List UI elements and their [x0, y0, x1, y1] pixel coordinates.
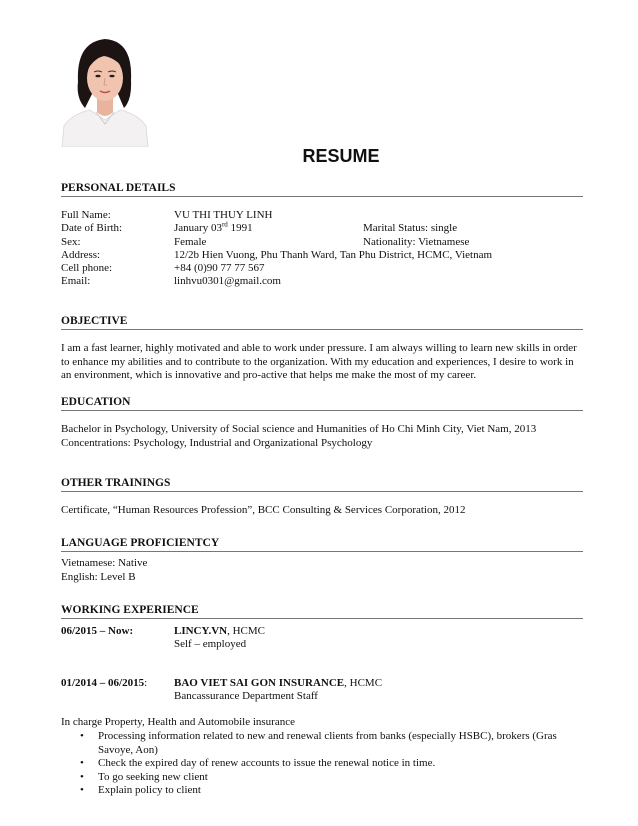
- job1-company: LINCY.VN, HCMC: [174, 625, 265, 637]
- email-value: linhvu0301@gmail.com: [174, 275, 281, 287]
- section-heading-experience: WORKING EXPERIENCE: [61, 603, 583, 619]
- email-label: Email:: [61, 275, 91, 287]
- list-item: • Processing information related to new and renewal clients from banks (especially HSBC), brokers (Gras Savoye, Aon): [80, 730, 557, 756]
- job1-period: 06/2015 – Now:: [61, 625, 134, 637]
- phone-label: Cell phone:: [61, 262, 113, 274]
- marital-status: Marital Status: single: [363, 222, 458, 234]
- job2-period: 01/2014 – 06/2015:: [61, 677, 148, 689]
- sex-label: Sex:: [61, 236, 81, 248]
- resume-title: RESUME: [302, 146, 380, 166]
- list-item: • Explain policy to client: [80, 784, 201, 796]
- section-heading-education: EDUCATION: [61, 395, 583, 411]
- sex-value: Female: [174, 236, 207, 248]
- education-concentrations: Concentrations: Psychology, Industrial and Organizational Psychology: [61, 437, 373, 449]
- address-label: Address:: [61, 249, 101, 261]
- education-degree: Bachelor in Psychology, University of Social science and Humanities of Ho Chi Minh City, Viet Nam, 2013: [61, 423, 537, 435]
- job2-company: BAO VIET SAI GON INSURANCE, HCMC: [174, 677, 383, 689]
- objective-text: I am a fast learner, highly motivated and able to work under pressure. I am always willing to learn new skills in order to enhance my abilities and to contribute to the organization. With my education and experiences, I desire to work in an environment, which is innovative and pro-active that helps me make the most of my career.: [61, 342, 577, 381]
- full-name-label: Full Name:: [61, 209, 111, 221]
- nationality: Nationality: Vietnamese: [363, 236, 470, 248]
- bullet-icon: •: [80, 784, 84, 796]
- language-vietnamese: Vietnamese: Native: [61, 557, 148, 569]
- duties-intro: In charge Property, Health and Automobile insurance: [61, 716, 295, 728]
- section-heading-trainings: OTHER TRAININGS: [61, 476, 583, 492]
- job1-role: Self – employed: [174, 638, 247, 650]
- dob-label: Date of Birth:: [61, 222, 123, 234]
- job2-role: Bancassurance Department Staff: [174, 690, 318, 702]
- section-heading-personal: PERSONAL DETAILS: [61, 181, 583, 197]
- language-english: English: Level B: [61, 571, 136, 583]
- profile-photo: [60, 34, 150, 147]
- training-certificate: Certificate, “Human Resources Profession”, BCC Consulting & Services Corporation, 2012: [61, 504, 466, 516]
- section-heading-objective: OBJECTIVE: [61, 314, 583, 330]
- list-item: • To go seeking new client: [80, 770, 208, 783]
- bullet-icon: •: [80, 757, 84, 769]
- list-item: • Check the expired day of renew accounts to issue the renewal notice in time.: [80, 757, 436, 769]
- duties-list: [61, 730, 585, 798]
- dob-value: January 03rd 1991: [174, 220, 253, 234]
- address-value: 12/2b Hien Vuong, Phu Thanh Ward, Tan Phu District, HCMC, Vietnam: [174, 249, 493, 261]
- full-name-value: VU THI THUY LINH: [174, 209, 273, 221]
- phone-value: +84 (0)90 77 77 567: [174, 262, 265, 274]
- bullet-icon: •: [80, 730, 84, 742]
- section-heading-language: LANGUAGE PROFICIENTCY: [61, 536, 583, 552]
- bullet-icon: •: [80, 770, 84, 783]
